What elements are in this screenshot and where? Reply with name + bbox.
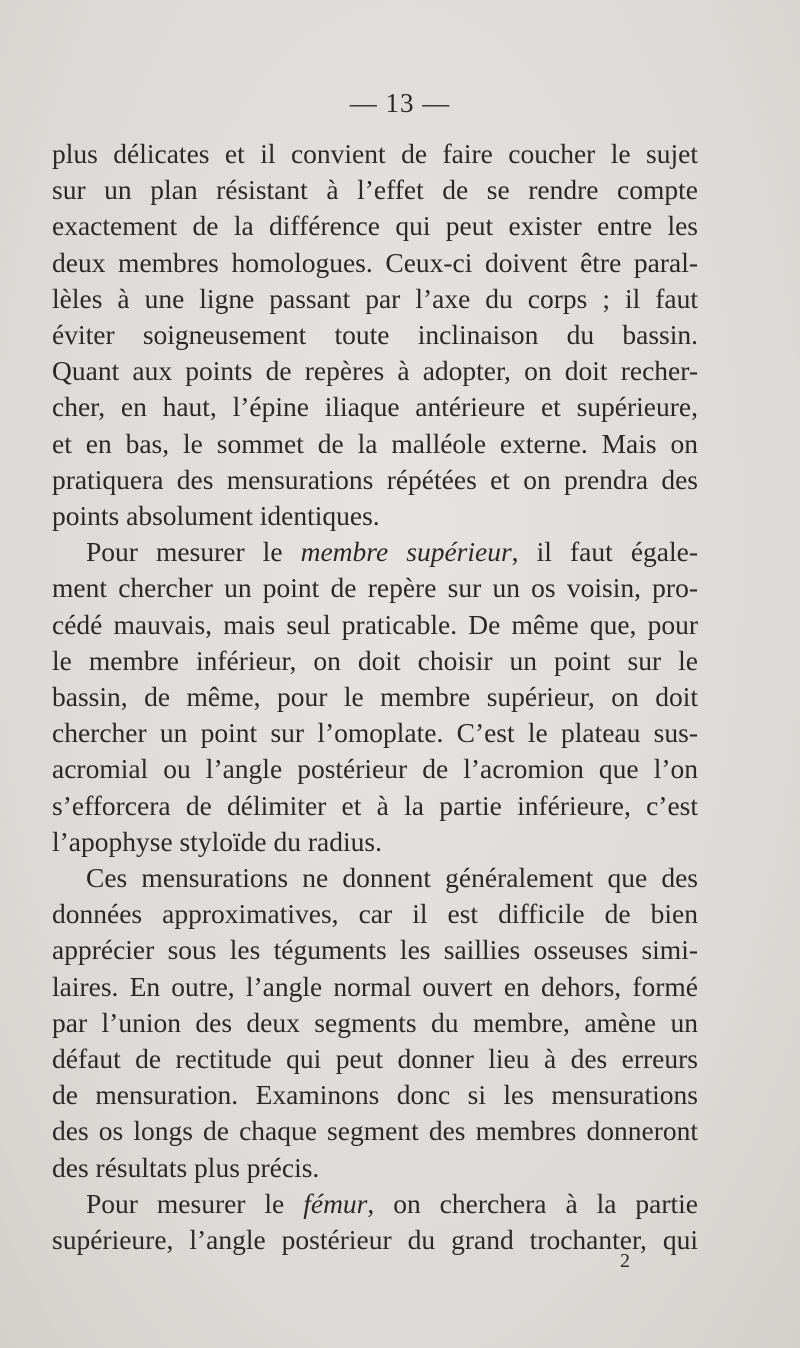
text-line [52,534,698,570]
text-run: des résultats plus précis. [52,1151,320,1183]
text-line [52,860,698,896]
text-run: et en bas, le sommet de la malléole externe. Mais on [52,427,698,459]
text-run: deux membres homologues. Ceux-ci doivent être paral- [52,246,698,278]
text-line [52,715,698,751]
text-line [52,317,698,353]
text-line [52,426,698,462]
text-run: Pour mesurer le [86,536,301,568]
text-line [52,1113,698,1149]
paragraph [52,1186,698,1258]
text-run: bassin, de même, pour le membre supérieur, on doit [52,681,698,713]
text-run: Quant aux points de repères à adopter, on doit recher- [52,355,698,387]
text-run: lèles à une ligne passant par l’axe du corps ; il faut [52,282,698,314]
text-line [52,281,698,317]
text-line [52,208,698,244]
text-run: défaut de rectitude qui peut donner lieu à des erreurs [52,1043,698,1075]
paragraph [52,860,698,1186]
text-run: s’efforcera de délimiter et à la partie inférieure, c’est [52,789,698,821]
text-line [52,389,698,425]
text-run: le membre inférieur, on doit choisir un point sur le [52,644,698,676]
text-run: cher, en haut, l’épine iliaque antérieure et supérieure, [52,391,698,423]
text-line [52,1041,698,1077]
text-run: , on cherchera à la partie [367,1187,698,1219]
text-line [52,751,698,787]
text-run: exactement de la différence qui peut exister entre les [52,210,698,242]
text-line [52,172,698,208]
text-line [52,788,698,824]
text-run: de mensuration. Examinons donc si les mensurations [52,1079,698,1111]
paragraph [52,136,698,534]
text-run: , il faut égale- [511,536,698,568]
text-line [52,1005,698,1041]
text-line [52,462,698,498]
text-line [52,1150,698,1186]
text-run: chercher un point sur l’omoplate. C’est le plateau sus- [52,717,698,749]
text-line [52,136,698,172]
text-run: l’apophyse styloïde du radius. [52,825,382,857]
text-run: acromial ou l’angle postérieur de l’acromion que l’on [52,753,698,785]
text-line [52,570,698,606]
text-run: supérieure, l’angle postérieur du grand trochanter, qui [52,1224,698,1256]
text-run: laires. En outre, l’angle normal ouvert en dehors, formé [52,970,698,1002]
text-run: plus délicates et il convient de faire coucher le sujet [52,138,698,169]
text-run: pratiquera des mensurations répétées et on prendra des [52,463,698,495]
paragraph [52,534,698,860]
text-line [52,679,698,715]
text-line [52,498,698,534]
text-run: Pour mesurer le [86,1187,304,1219]
text-line [52,1077,698,1113]
text-line [52,643,698,679]
text-run: éviter soigneusement toute inclinaison du bassin. [52,319,698,351]
text-line [52,245,698,281]
page-number: — 13 — [349,88,451,118]
text-line [52,607,698,643]
text-line [52,353,698,389]
text-run: données approximatives, car il est difficile de bien [52,898,698,930]
italic-term: membre supérieur [300,536,512,568]
text-run: ment chercher un point de repère sur un os voisin, pro- [52,572,698,604]
body-text [52,136,698,1258]
text-run: par l’union des deux segments du membre, amène un [52,1006,698,1038]
text-line [52,824,698,860]
text-run: apprécier sous les téguments les saillies osseuses simi- [52,934,698,966]
text-line [52,1222,698,1258]
text-run: points absolument identiques. [52,500,380,532]
text-line [52,932,698,968]
text-line [52,1186,698,1222]
text-run: Ces mensurations ne donnent généralement que des [86,862,698,894]
text-run: des os longs de chaque segment des membres donneront [52,1115,698,1147]
text-line [52,969,698,1005]
text-line [52,896,698,932]
text-run: cédé mauvais, mais seul praticable. De même que, pour [52,608,698,640]
signature-mark: 2 [620,1250,630,1272]
text-run: sur un plan résistant à l’effet de se rendre compte [52,174,698,206]
italic-term: fémur [303,1187,368,1219]
